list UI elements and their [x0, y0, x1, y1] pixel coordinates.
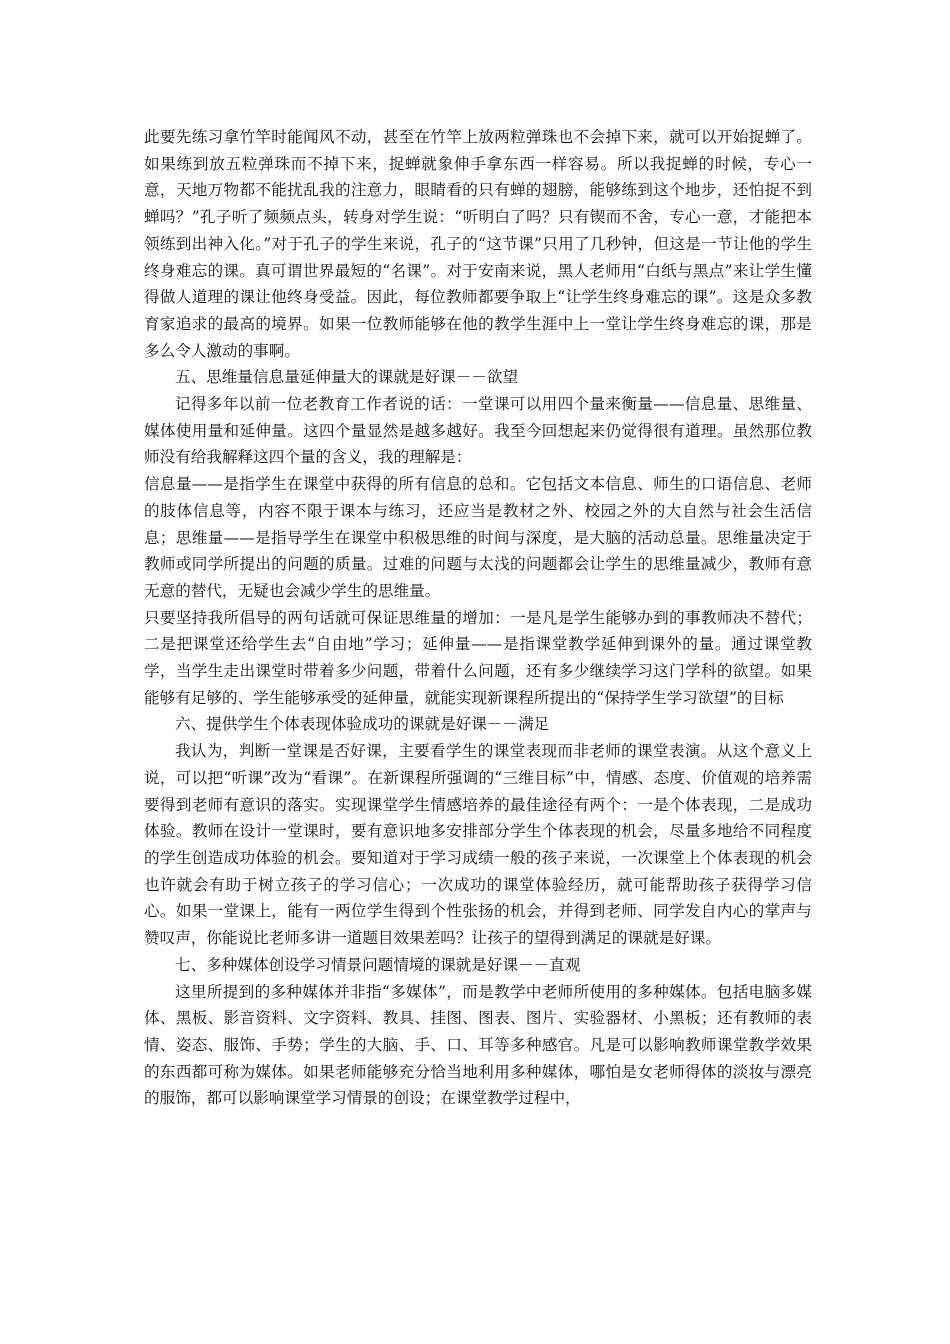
body-paragraph: 我认为，判断一堂课是否好课，主要看学生的课堂表现而非老师的课堂表演。从这个意义上说，可以把“听课”改为“看课”。在新课程所强调的“三维目标”中，情感、态度、价值观的培养需要得到老师有意识的落实。实现课堂学生情感培养的最佳途径有两个：一是个体表现，二是成功体验。教师在设计一堂课时，要有意识地多安排部分学生个体表现的机会，尽量多地给不同程度的学生创造成功体验的机会。要知道对于学习成绩一般的孩子来说，一次课堂上个体表现的机会也许就会有助于树立孩子的学习信心；一次成功的课堂体验经历，就可能帮助孩子获得学习信心。如果一堂课上，能有一两位学生得到个性张扬的机会，并得到老师、同学发自内心的掌声与赞叹声，你能说比老师多讲一道题目效果差吗？让孩子的望得到满足的课就是好课。	[144, 742, 812, 948]
body-paragraph: 这里所提到的多种媒体并非指“多媒体”，而是教学中老师所使用的多种媒体。包括电脑多媒体、黑板、影音资料、文字资料、教具、挂图、图表、图片、实验器材、小黑板；还有教师的表情、姿态、服饰、手势；学生的大脑、手、口、耳等多种感官。凡是可以影响教师课堂教学效果的东西都可称为媒体。如果老师能够充分恰当地利用多种媒体，哪怕是女老师得体的淡妆与漂亮的服饰，都可以影响课堂学习情景的创设；在课堂教学过程中，	[144, 982, 812, 1108]
section-heading-7: 七、多种媒体创设学习情景问题情境的课就是好课－－直观	[175, 955, 581, 974]
document-page	[144, 124, 812, 1112]
body-paragraph: 记得多年以前一位老教育工作者说的话：一堂课可以用四个量来衡量——信息量、思维量、媒体使用量和延伸量。这四个量显然是越多越好。我至今回想起来仍觉得很有道理。虽然那位教师没有给我解释这四个量的含义，我的理解是：	[144, 395, 812, 467]
body-paragraph: 此要先练习拿竹竿时能闻风不动，甚至在竹竿上放两粒弹珠也不会掉下来，就可以开始捉蝉了。如果练到放五粒弹珠而不掉下来，捉蝉就象伸手拿东西一样容易。所以我捉蝉的时候，专心一意，天地万物都不能扰乱我的注意力，眼睛看的只有蝉的翅膀，能够练到这个地步，还怕捉不到蝉吗？”孔子听了频频点头，转身对学生说：“听明白了吗？只有锲而不舍，专心一意，才能把本领练到出神入化。”对于孔子的学生来说，孔子的“这节课”只用了几秒钟，但这是一节让他的学生终身难忘的课。真可谓世界最短的“名课”。对于安南来说，黑人老师用“白纸与黑点”来让学生懂得做人道理的课让他终身受益。因此，每位教师都要争取上“让学生终身难忘的课”。这是众多教育家追求的最高的境界。如果一位教师能够在他的教学生涯中上一堂让学生终身难忘的课，那是多么令人激动的事啊。	[144, 128, 812, 360]
body-paragraph: 只要坚持我所倡导的两句话就可保证思维量的增加：一是凡是学生能够办到的事教师决不替代；二是把课堂还给学生去“自由地”学习；延伸量——是指课堂教学延伸到课外的量。通过课堂教学，当学生走出课堂时带着多少问题，带着什么问题，还有多少继续学习这门学科的欲望。如果能够有足够的、学生能够承受的延伸量，就能实现新课程所提出的“保持学生学习欲望”的目标	[144, 608, 812, 707]
body-paragraph: 信息量——是指学生在课堂中获得的所有信息的总和。它包括文本信息、师生的口语信息、老师的肢体信息等，内容不限于课本与练习，还应当是教材之外、校园之外的大自然与社会生活信息；思维量——是指导学生在课堂中积极思维的时间与深度，是大脑的活动总量。思维量决定于教师或同学所提出的问题的质量。过难的问题与太浅的问题都会让学生的思维量减少，教师有意无意的替代，无疑也会减少学生的思维量。	[144, 475, 812, 600]
section-heading-5: 五、思维量信息量延伸量大的课就是好课－－欲望	[175, 368, 519, 387]
section-heading-6: 六、提供学生个体表现体验成功的课就是好课－－满足	[175, 715, 550, 734]
